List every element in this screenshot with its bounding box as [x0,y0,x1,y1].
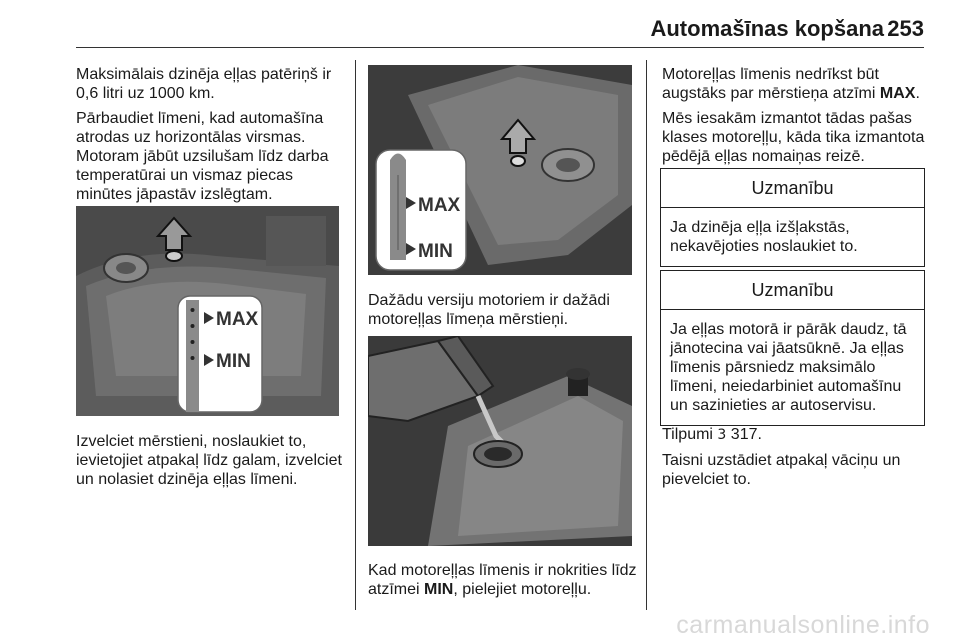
max-mark: MAX [879,85,916,102]
paragraph [662,65,928,103]
page-number: 253 [887,16,924,41]
paragraph: Pārbaudiet līmeni, kad automašīna atrodas uz horizontālas virsmas. Motoram jābūt uzsilušam līdz darba temperatūrai un vismaz piecas minūtes jāpastāv izslēgtam. [76,110,329,203]
column-1 [76,65,346,210]
paragraph: Taisni uzstādiet atpakaļ vāciņu un pievelciet to. [662,452,901,488]
text-run: Kad motoreļļas līmenis ir nokrities līdz atzīmei [368,562,637,598]
cross-reference-arrow-icon: 3 [717,427,727,443]
column-divider [646,60,647,610]
warning-box [660,168,925,267]
warning-box [660,270,925,426]
text-run: . [915,85,920,102]
paragraph: Dažādu versiju motoriem ir dažādi motoreļļas līmeņa mērstieņi. [368,292,610,328]
column-divider [355,60,356,610]
warning-heading: Uzmanību [661,271,924,310]
paragraph [662,425,928,445]
column-1-bottom [76,432,354,495]
paragraph: Maksimālais dzinēja eļļas patēriņš ir 0,6 litri uz 1000 km. [76,66,332,102]
paragraph: Izvelciet mērstieni, noslaukiet to, ievietojiet atpakaļ līdz galam, izvelciet un nolasiet dzinēja eļļas līmeni. [76,433,342,488]
max-label: MAX [216,309,259,330]
engine-dipstick-illustration [368,65,632,275]
column-2-text-a [368,291,638,335]
column-3-bottom [662,425,928,495]
min-mark: MIN [424,581,454,598]
watermark: carmanualsonline.info [676,611,930,639]
column-3 [662,65,928,172]
max-label: MAX [418,195,461,216]
dipstick-illustration [76,206,339,416]
paragraph: Mēs iesakām izmantot tādas pašas klases motoreļļu, kāda tika izmantota pēdējā eļļas nomaiņas reizē. [662,110,925,165]
paragraph [368,561,638,599]
header-rule [76,47,924,48]
min-label: MIN [418,241,453,262]
warning-heading: Uzmanību [661,169,924,208]
oil-refill-illustration [368,336,632,546]
text-run: Tilpumi [662,426,718,443]
text-run: Motoreļļas līmenis nedrīkst būt augstāks par mērstieņa atzīmi [662,66,880,102]
text-run: , pielejiet motoreļļu. [453,581,592,598]
warning-body: Ja dzinēja eļļa izšļakstās, nekavējoties noslaukiet to. [670,219,858,255]
warning-body: Ja eļļas motorā ir pārāk daudz, tā jānotecina vai jāatsūknē. Ja eļļas līmenis pārsniedz maksimālo līmeni, neiedarbiniet automašīnu un sazinieties ar autoservisu. [670,321,907,414]
column-2-text-b [368,561,638,605]
page-reference[interactable]: 317. [726,426,762,443]
min-label: MIN [216,351,251,372]
header-title: Automašīnas kopšana [650,16,884,41]
